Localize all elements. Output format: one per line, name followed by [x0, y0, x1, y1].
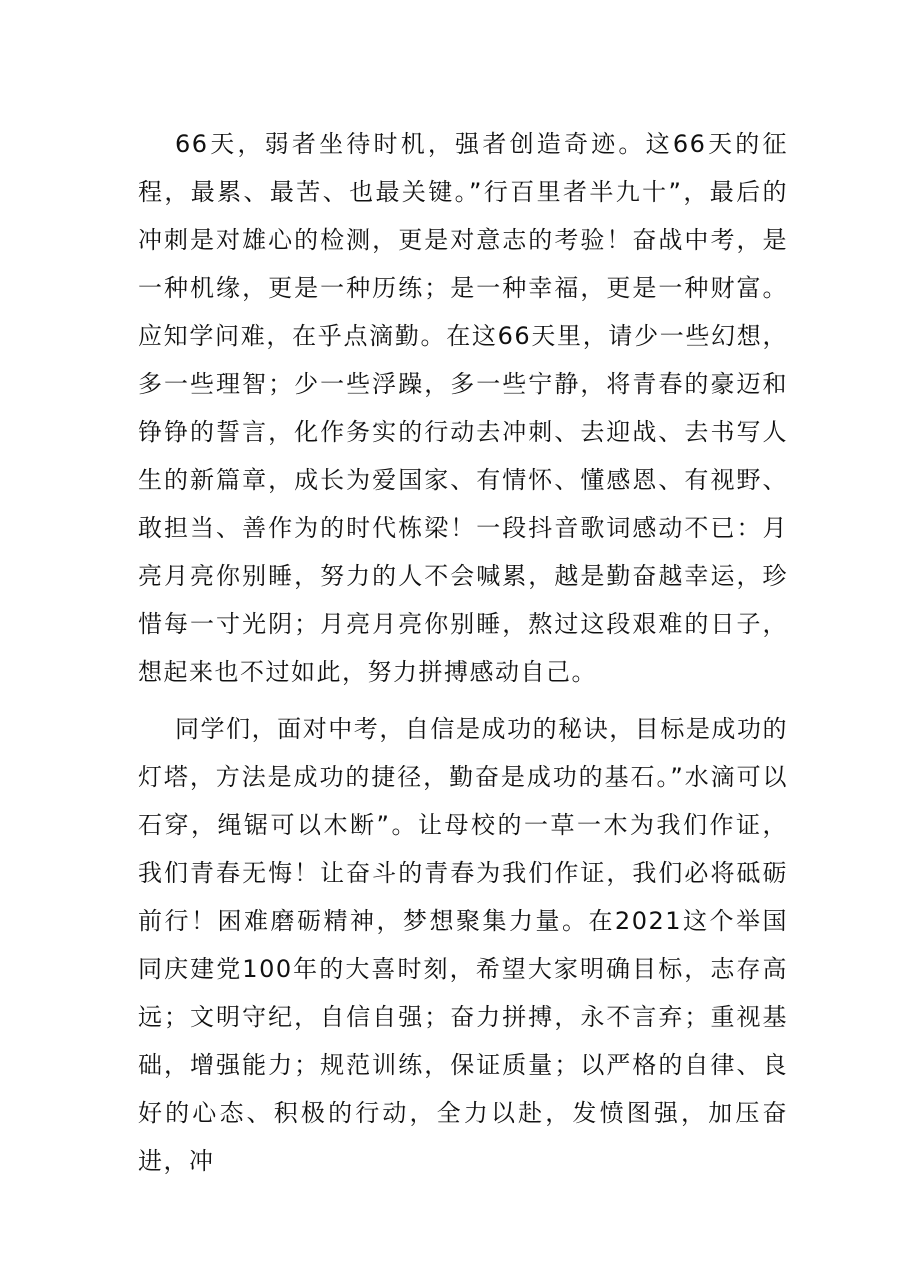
- document-body: [138, 120, 788, 1194]
- paragraph-2: 同学们，面对中考，自信是成功的秘诀，目标是成功的灯塔，方法是成功的捷径，勤奋是成功的基石。”水滴可以石穿，绳锯可以木断”。让母校的一草一木为我们作证，我们青春无悔！让奋斗的青春为我们作证，我们必将砥砺前行！困难磨砺精神，梦想聚集力量。在2021这个举国同庆建党100年的大喜时刻，希望大家明确目标，志存高远；文明守纪，自信自强；奋力拼搏，永不言弃；重视基础，增强能力；规范训练，保证质量；以严格的自律、良好的心态、积极的行动，全力以赴，发愤图强，加压奋进，冲: [138, 715, 788, 1175]
- paragraph-1: 66天，弱者坐待时机，强者创造奇迹。这66天的征程，最累、最苦、也最关键。”行百里者半九十”，最后的冲刺是对雄心的检测，更是对意志的考验！奋战中考，是一种机缘，更是一种历练；是一种幸福，更是一种财富。应知学问难，在乎点滴勤。在这66天里，请少一些幻想，多一些理智；少一些浮躁，多一些宁静，将青春的豪迈和铮铮的誓言，化作务实的行动去冲刺、去迎战、去书写人生的新篇章，成长为爱国家、有情怀、懂感恩、有视野、敢担当、善作为的时代栋梁！一段抖音歌词感动不已：月亮月亮你别睡，努力的人不会喊累，越是勤奋越幸运，珍惜每一寸光阴；月亮月亮你别睡，熬过这段艰难的日子，想起来也不过如此，努力拼搏感动自己。: [138, 130, 788, 686]
